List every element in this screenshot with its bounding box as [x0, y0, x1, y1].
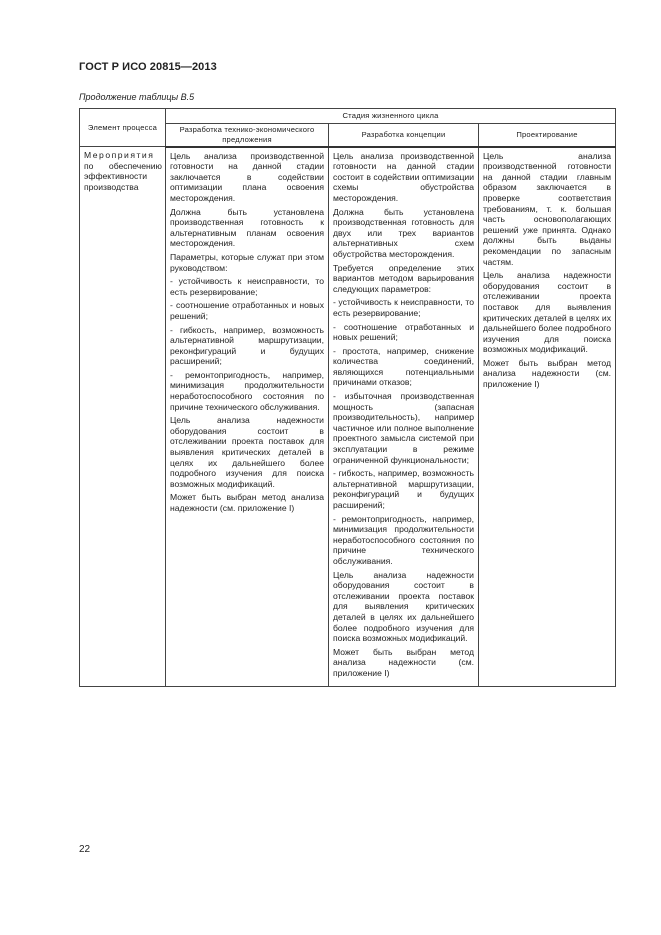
cell-paragraph: Требуется определение этих вариантов методом варьирования следующих параметров:	[333, 262, 474, 294]
cell-paragraph: - соотношение отработанных и новых решений;	[333, 321, 474, 343]
column-header-design: Проектирование	[479, 124, 616, 147]
element-title: Мероприятия	[84, 150, 155, 161]
cell-paragraph: Может быть выбран метод анализа надежности (см. приложение I)	[333, 646, 474, 678]
cell-paragraph: - гибкость, например, возможность альтернативной маршрутизации, реконфигураций и будущих расширений;	[170, 324, 324, 367]
table-row	[80, 147, 616, 686]
element-column-header: Элемент процесса	[80, 109, 166, 147]
cell-concept	[329, 147, 479, 686]
column-header-concept: Разработка концепции	[329, 124, 479, 147]
cell-paragraph: Цель анализа производственной готовности на данной стадии состоит в содействии оптимизации схемы обустройства месторождения.	[333, 150, 474, 203]
cell-paragraph: Параметры, которые служат при этом руководством:	[170, 251, 324, 273]
cell-paragraph: - устойчивость к неисправности, то есть резервирование;	[333, 297, 474, 318]
cell-paragraph: - гибкость, например, возможность альтернативной маршрутизации, реконфигураций и будущих расширений;	[333, 468, 474, 510]
cell-paragraph: - простота, например, снижение количества соединений, являющихся потенциальными причинами отказов;	[333, 345, 474, 388]
cell-paragraph: Цель анализа производственной готовности на данной стадии заключается в содействии оптимизации плана освоения месторождения.	[170, 150, 324, 203]
cell-paragraph: Может быть выбран метод анализа надежности (см. приложение I)	[483, 357, 612, 390]
cell-paragraph: Должна быть установлена производственная готовность для двух или трех вариантов альтернативных схем обустройства месторождения.	[333, 206, 474, 259]
cell-paragraph: Цель анализа надежности оборудования состоит в отслеживании проекта поставок для выявления критических деталей в целях их дальнейшего более подробного изучения для поиска возможных модификаций.	[333, 569, 474, 644]
cell-paragraph: Может быть выбран метод анализа надежности (см. приложение I)	[170, 492, 324, 513]
cell-paragraph: - избыточная производственная мощность (запасная производительность), например частичное или полное выполнение проектного замысла системой при эксплуатации в режиме ограниченной функциональности;	[333, 391, 474, 465]
cell-feasibility	[166, 147, 329, 686]
cell-design	[479, 147, 616, 686]
element-text	[84, 150, 162, 192]
page-header: ГОСТ Р ИСО 20815—2013	[79, 61, 217, 73]
lifecycle-table	[79, 108, 616, 687]
element-description: по обеспечению эффективности производства	[84, 160, 162, 192]
cell-paragraph: Цель анализа производственной готовности на данной стадии главным образом заключается в проверке соответствия требованиям, т. к. большая часть основополагающих решений уже принята. Однако должны быть выданы рекомендации по запасным частям.	[483, 150, 612, 267]
cell-paragraph: - ремонтопригодность, например, минимизация продолжительности неработоспособного состояния по причине технического обслуживания.	[170, 369, 324, 412]
column-header-feasibility: Разработка технико-экономического предложения	[166, 124, 329, 147]
page-number: 22	[79, 844, 91, 855]
cell-paragraph: Цель анализа надежности оборудования состоит в отслеживании проекта поставок для выявления критических деталей в целях их дальнейшего более подробного изучения для поиска возможных модификаций.	[170, 415, 324, 489]
cell-paragraph: Цель анализа надежности оборудования состоит в отслеживании проекта поставок для выявления критических деталей в целях их дальнейшего более подробного изучения для поиска возможных модификаций.	[483, 270, 612, 355]
cell-paragraph: Должна быть установлена производственная готовность к альтернативным планам освоения месторождения.	[170, 206, 324, 249]
stage-column-header: Стадия жизненного цикла	[166, 109, 616, 124]
cell-paragraph: - ремонтопригодность, например, минимизация продолжительности неработоспособного состояния по причине технического обслуживания.	[333, 513, 474, 566]
cell-paragraph: - устойчивость к неисправности, то есть резервирование;	[170, 276, 324, 297]
element-cell	[80, 147, 166, 686]
table-caption: Продолжение таблицы В.5	[79, 92, 195, 102]
cell-paragraph: - соотношение отработанных и новых решений;	[170, 300, 324, 321]
